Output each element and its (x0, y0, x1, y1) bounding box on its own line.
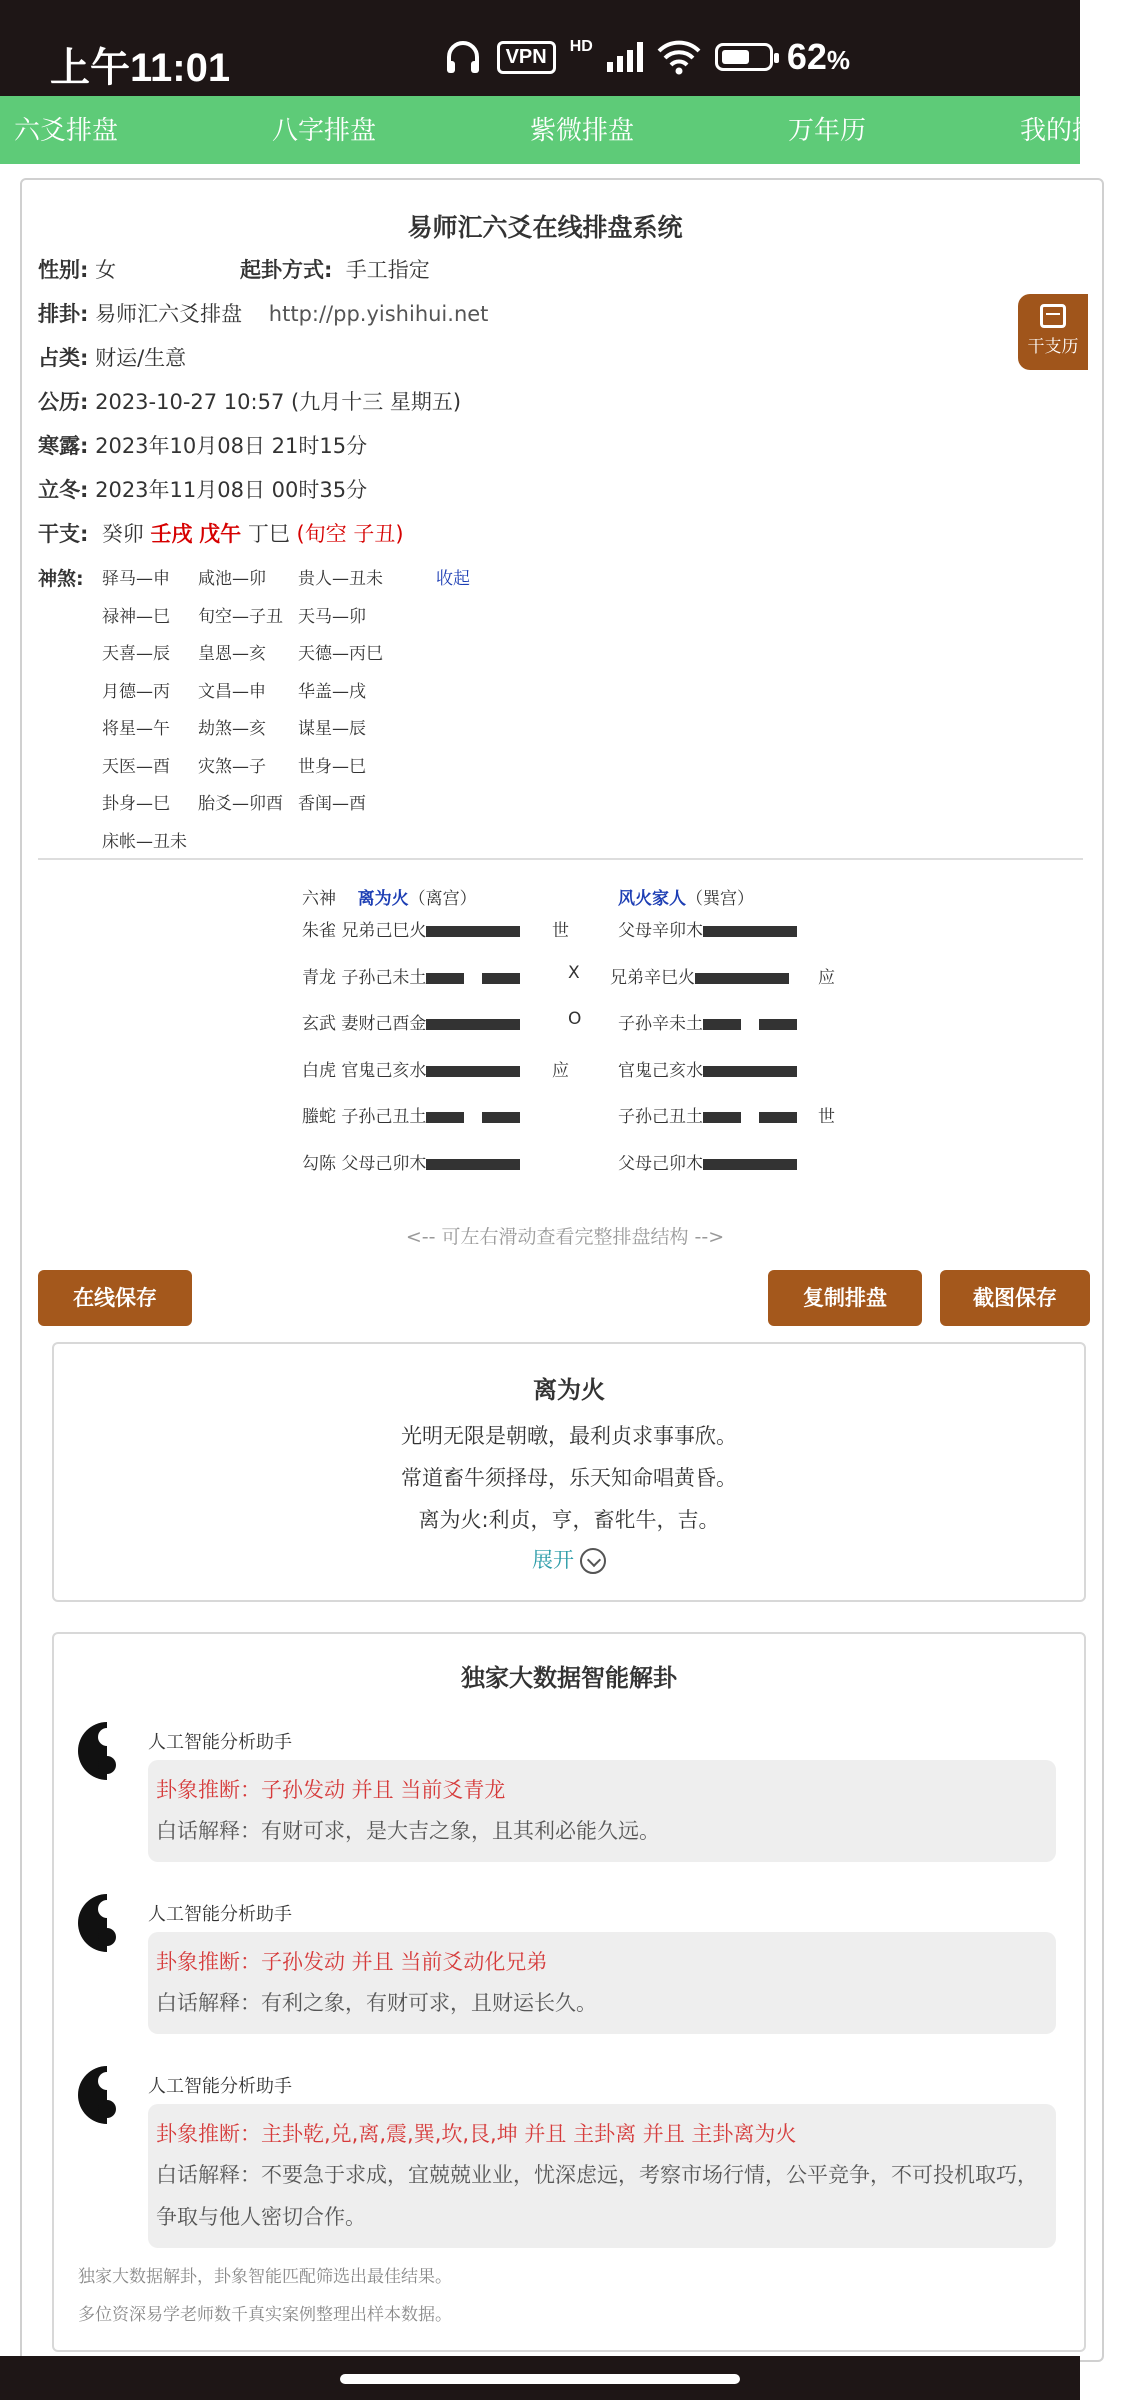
moving-mark: X (568, 963, 580, 983)
headphones-icon (443, 37, 483, 77)
status-bar (0, 0, 1080, 96)
save-online-button[interactable]: 在线保存 (38, 1270, 192, 1326)
expand-button[interactable]: 展开 (54, 1544, 1084, 1574)
yin-line (482, 973, 520, 984)
yin-line (759, 1019, 797, 1030)
shensha-item: 劫煞—亥 (198, 719, 266, 739)
shensha-item: 灾煞—子 (198, 757, 266, 777)
solar-row: 公历: 2023-10-27 10:57 (九月十三 星期五) (38, 390, 462, 414)
shensha-item: 皇恩—亥 (198, 644, 266, 664)
ai-footnote-1: 独家大数据解卦，卦象智能匹配筛选出最佳结果。 (78, 2267, 452, 2287)
assistant-avatar (78, 1894, 136, 1952)
method-row: 起卦方式: 手工指定 (240, 258, 430, 282)
top-nav (0, 96, 1099, 164)
yao-changed-line: 子孙辛未土 (618, 1009, 797, 1034)
changed-shi-ying-mark: 应 (818, 968, 835, 988)
signal-icon (607, 42, 643, 72)
ai-head: 卦象推断：子孙发动 并且 当前爻动化兄弟 (156, 1950, 548, 1974)
shi-ying-mark: 世 (552, 921, 569, 941)
lidong-row: 立冬: 2023年11月08日 00时35分 (38, 478, 368, 502)
yang-line (703, 926, 797, 937)
yin-line (482, 1112, 520, 1123)
yin-line (426, 1112, 464, 1123)
shi-ying-mark: 应 (552, 1061, 569, 1081)
paigua-url-link[interactable]: http://pp.yishihui.net (268, 302, 489, 326)
shensha-item: 贵人—丑未 (298, 569, 383, 589)
yao-changed-line: 官鬼己亥水 (618, 1056, 797, 1081)
scroll-hint: <-- 可左右滑动查看完整排盘结构 --> (405, 1226, 725, 1248)
side-tab-label: 干支历 (1027, 337, 1079, 357)
yao-changed-line: 父母己卯木 (618, 1149, 797, 1174)
yang-line (703, 1066, 797, 1077)
shensha-item: 天医—酉 (102, 757, 170, 777)
yang-line (426, 926, 520, 937)
home-gesture-bar[interactable] (340, 2374, 740, 2384)
shensha-item: 咸池—卯 (198, 569, 266, 589)
moving-mark: O (568, 1009, 582, 1029)
yao-main-line: 玄武 妻财己酉金 (302, 1009, 520, 1034)
shensha-label: 神煞: (38, 568, 84, 590)
assistant-name: 人工智能分析助手 (148, 1732, 292, 1753)
shensha-item: 床帐—丑未 (102, 832, 187, 852)
pan-header-right: 风火家人（巽宫） (618, 889, 754, 909)
gender-value: 女 (95, 258, 117, 282)
shensha-item: 月德—丙 (102, 682, 170, 702)
battery-percent: 62% (786, 36, 850, 77)
wifi-icon (657, 39, 701, 75)
status-icons (443, 36, 850, 78)
yang-line (426, 1066, 520, 1077)
shensha-item: 天喜—辰 (102, 644, 170, 664)
vpn-icon: VPN (497, 41, 556, 74)
yao-changed-line: 子孙己丑土 (618, 1102, 797, 1127)
calendar-icon (1040, 304, 1066, 328)
shensha-item: 文昌—申 (198, 682, 266, 702)
category-row: 占类: 财运/生意 (38, 346, 187, 370)
hanlu-row: 寒露: 2023年10月08日 21时15分 (38, 434, 368, 458)
copy-pan-button[interactable]: 复制排盘 (768, 1270, 922, 1326)
changed-gua-name: 风火家人 (618, 889, 686, 909)
ai-head: 卦象推断：子孙发动 并且 当前爻青龙 (156, 1778, 506, 1802)
ai-head: 卦象推断：主卦乾,兑,离,震,巽,坎,艮,坤 并且 主卦离 并且 主卦离为火 (156, 2122, 797, 2146)
yin-line (759, 1112, 797, 1123)
ai-body: 白话解释：有利之象，有财可求，且财运长久。 (156, 1991, 597, 2015)
status-time: 上午11:01 (50, 46, 231, 90)
shensha-item: 谋星—辰 (298, 719, 366, 739)
ai-bubble (148, 1760, 1056, 1862)
screenshot-save-button[interactable]: 截图保存 (940, 1270, 1090, 1326)
paigua-row: 排卦: 易师汇六爻排盘 http://pp.yishihui.net (38, 302, 489, 326)
poem-line-1: 光明无限是朝暾，最利贞求事事欣。 (401, 1424, 737, 1448)
page-title: 易师汇六爻在线排盘系统 (407, 213, 683, 242)
yang-line (703, 1159, 797, 1170)
shensha-item: 天德—丙巳 (298, 644, 383, 664)
yao-changed-line: 兄弟辛巳火 (610, 963, 789, 988)
gua-text-box (52, 1342, 1086, 1602)
yao-main-line: 白虎 官鬼己亥水 (302, 1056, 520, 1081)
yin-line (703, 1019, 741, 1030)
yao-main-line: 勾陈 父母己卯木 (302, 1149, 520, 1174)
nav-bazi[interactable]: 八字排盘 (272, 116, 377, 146)
shensha-item: 旬空—子丑 (198, 607, 283, 627)
shensha-item: 香闺—酉 (298, 794, 366, 814)
yin-line (703, 1112, 741, 1123)
shensha-item: 胎爻—卯酉 (198, 794, 283, 814)
pan-header-left: 六神 离为火（离宫） (302, 889, 477, 909)
shensha-item: 卦身—巳 (102, 794, 170, 814)
yao-changed-line: 父母辛卯木 (618, 916, 797, 941)
assistant-avatar (78, 1722, 136, 1780)
poem-line-3: 离为火:利贞，亨，畜牝牛，吉。 (418, 1508, 720, 1532)
ai-title: 独家大数据智能解卦 (461, 1664, 677, 1692)
ganzhi-row: 干支: 癸卯 壬戌 戊午 丁巳 (旬空 子丑) (38, 522, 404, 546)
yin-line (426, 973, 464, 984)
nav-mine[interactable]: 我的排 (1020, 116, 1099, 146)
shensha-item: 将星—午 (102, 719, 170, 739)
poem-line-2: 常道畜牛须择母，乐天知命唱黄昏。 (401, 1466, 737, 1490)
shensha-item: 天马—卯 (298, 607, 366, 627)
shensha-item: 世身—巳 (298, 757, 366, 777)
ai-bubble (148, 2104, 1056, 2248)
nav-ziwei[interactable]: 紫微排盘 (530, 116, 635, 146)
ai-body: 白话解释：不要急于求成，宜兢兢业业，忧深虑远，考察市场行情，公平竞争，不可投机取巧，争取与他人密切合作。 (156, 2163, 1038, 2229)
shensha-item: 禄神—巳 (102, 607, 170, 627)
shensha-item: 驿马—申 (102, 569, 170, 589)
nav-calendar[interactable]: 万年历 (788, 116, 867, 146)
assistant-name: 人工智能分析助手 (148, 2076, 292, 2097)
yao-main-line: 青龙 子孙己未土 (302, 963, 520, 988)
gua-text-title: 离为火 (533, 1376, 605, 1404)
yao-main-line: 螣蛇 子孙己丑土 (302, 1102, 520, 1127)
ganzhi-calendar-tab[interactable] (1018, 294, 1088, 370)
hd-icon: HD (569, 38, 593, 55)
chevron-down-icon (580, 1548, 606, 1574)
ai-bubble (148, 1932, 1056, 2034)
assistant-name: 人工智能分析助手 (148, 1904, 292, 1925)
changed-shi-ying-mark: 世 (818, 1107, 835, 1127)
method-value: 手工指定 (345, 258, 430, 282)
yang-line (695, 973, 789, 984)
nav-liuyao[interactable]: 六爻排盘 (14, 116, 119, 146)
yao-main-line: 朱雀 兄弟己巳火 (302, 916, 520, 941)
yang-line (426, 1159, 520, 1170)
yang-line (426, 1019, 520, 1030)
assistant-avatar (78, 2066, 136, 2124)
divider (38, 858, 1083, 860)
main-gua-name: 离为火 (357, 889, 409, 909)
ai-footnote-2: 多位资深易学老师数千真实案例整理出样本数据。 (78, 2305, 452, 2325)
gender-row: 性别: 女 (38, 258, 117, 282)
collapse-link[interactable]: 收起 (436, 569, 470, 589)
battery-icon (715, 43, 773, 71)
shensha-item: 华盖—戌 (298, 682, 366, 702)
ai-body: 白话解释：有财可求，是大吉之象，且其利必能久远。 (156, 1819, 660, 1843)
